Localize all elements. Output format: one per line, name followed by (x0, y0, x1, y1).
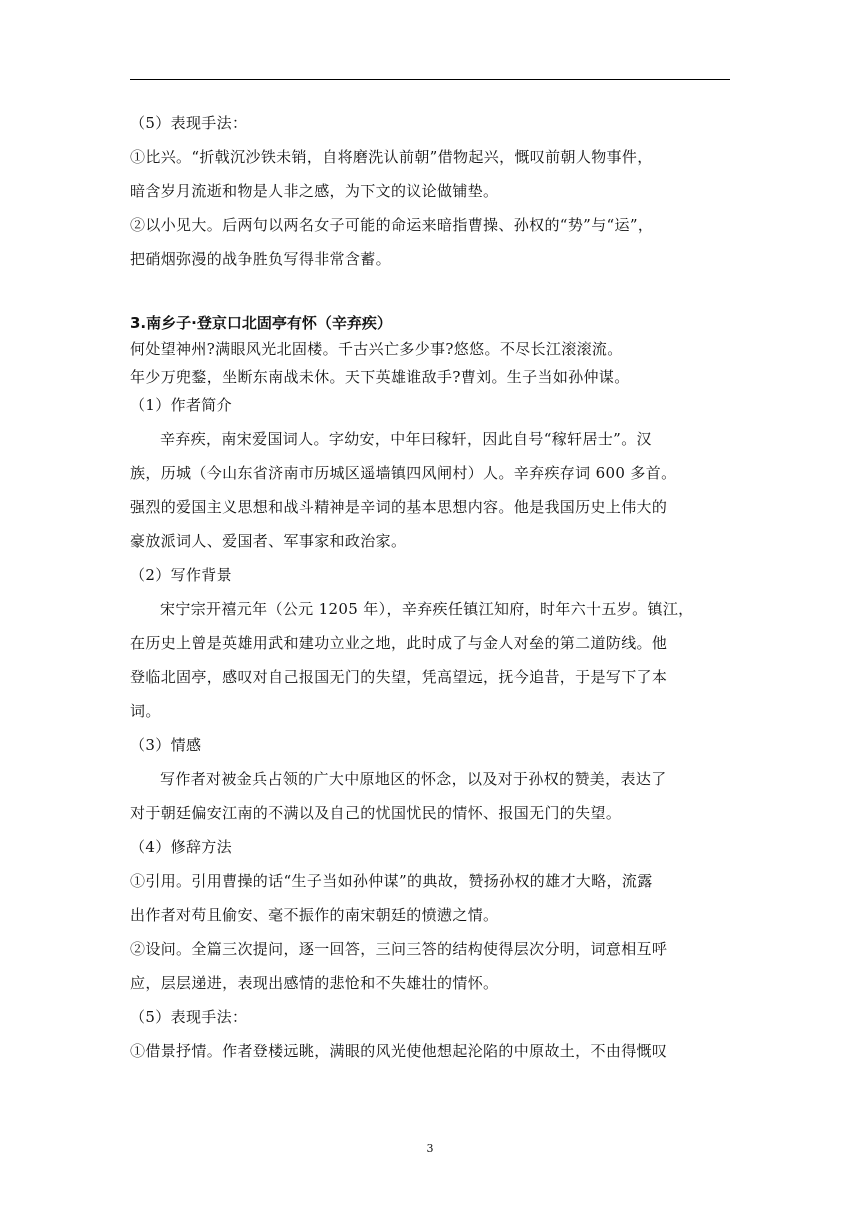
rhetoric-heading: （4）修辞方法 (130, 838, 232, 856)
section2-technique-line: 暗含岁月流逝和物是人非之感，为下文的议论做铺垫。 (130, 182, 499, 200)
poem-line: 年少万兜鍪，坐断东南战未休。天下英雄谁敌手?曹刘。生子当如孙仲谋。 (130, 368, 630, 386)
emotion-heading: （3）情感 (130, 736, 202, 754)
background-line: 宋宁宗开禧元年（公元 1205 年），辛弃疾任镇江知府，时年六十五岁。镇江， (160, 600, 694, 618)
header-rule (130, 79, 730, 80)
background-line: 词。 (130, 702, 161, 720)
section2-technique-line: 把硝烟弥漫的战争胜负写得非常含蓄。 (130, 250, 391, 268)
emotion-line: 对于朝廷偏安江南的不满以及自己的忧国忧民的情怀、报国无门的失望。 (130, 804, 622, 822)
rhetoric-line: ①引用。引用曹操的话“生子当如孙仲谋”的典故，赞扬孙权的雄才大略，流露 (130, 872, 653, 890)
page-number: 3 (426, 1142, 434, 1155)
emotion-line: 写作者对被金兵占领的广大中原地区的怀念，以及对于孙权的赞美，表达了 (160, 770, 667, 788)
author-line: 族，历城（今山东省济南市历城区遥墙镇四风闸村）人。辛弃疾存词 600 多首。 (130, 464, 677, 482)
background-heading: （2）写作背景 (130, 566, 232, 584)
section3-title: 3.南乡子·登京口北固亭有怀（辛弃疾） (130, 314, 392, 332)
page-content (130, 114, 730, 1076)
rhetoric-line: 应，层层递进，表现出感情的悲怆和不失雄壮的情怀。 (130, 974, 499, 992)
poem-line: 何处望神州?满眼风光北固楼。千古兴亡多少事?悠悠。不尽长江滚滚流。 (130, 340, 623, 358)
section2-technique-heading: （5）表现手法： (130, 114, 248, 132)
technique-line: ①借景抒情。作者登楼远眺，满眼的风光使他想起沦陷的中原故土，不由得慨叹 (130, 1042, 668, 1060)
section2-technique-line: ②以小见大。后两句以两名女子可能的命运来暗指曹操、孙权的“势”与“运”， (130, 216, 654, 234)
technique-heading: （5）表现手法： (130, 1008, 248, 1026)
author-heading: （1）作者简介 (130, 396, 232, 414)
background-line: 登临北固亭，感叹对自己报国无门的失望，凭高望远，抚今追昔，于是写下了本 (130, 668, 668, 686)
rhetoric-line: ②设问。全篇三次提问，逐一回答，三问三答的结构使得层次分明，词意相互呼 (130, 940, 668, 958)
author-line: 豪放派词人、爱国者、军事家和政治家。 (130, 532, 407, 550)
rhetoric-line: 出作者对苟且偷安、毫不振作的南宋朝廷的愤懑之情。 (130, 906, 499, 924)
author-line: 辛弃疾，南宋爱国词人。字幼安，中年曰稼轩，因此自号“稼轩居士”。汉 (160, 430, 652, 448)
background-line: 在历史上曾是英雄用武和建功立业之地，此时成了与金人对垒的第二道防线。他 (130, 634, 668, 652)
section2-technique-line: ①比兴。“折戟沉沙铁未销，自将磨洗认前朝”借物起兴，慨叹前朝人物事件， (130, 148, 653, 166)
author-line: 强烈的爱国主义思想和战斗精神是辛词的基本思想内容。他是我国历史上伟大的 (130, 498, 668, 516)
